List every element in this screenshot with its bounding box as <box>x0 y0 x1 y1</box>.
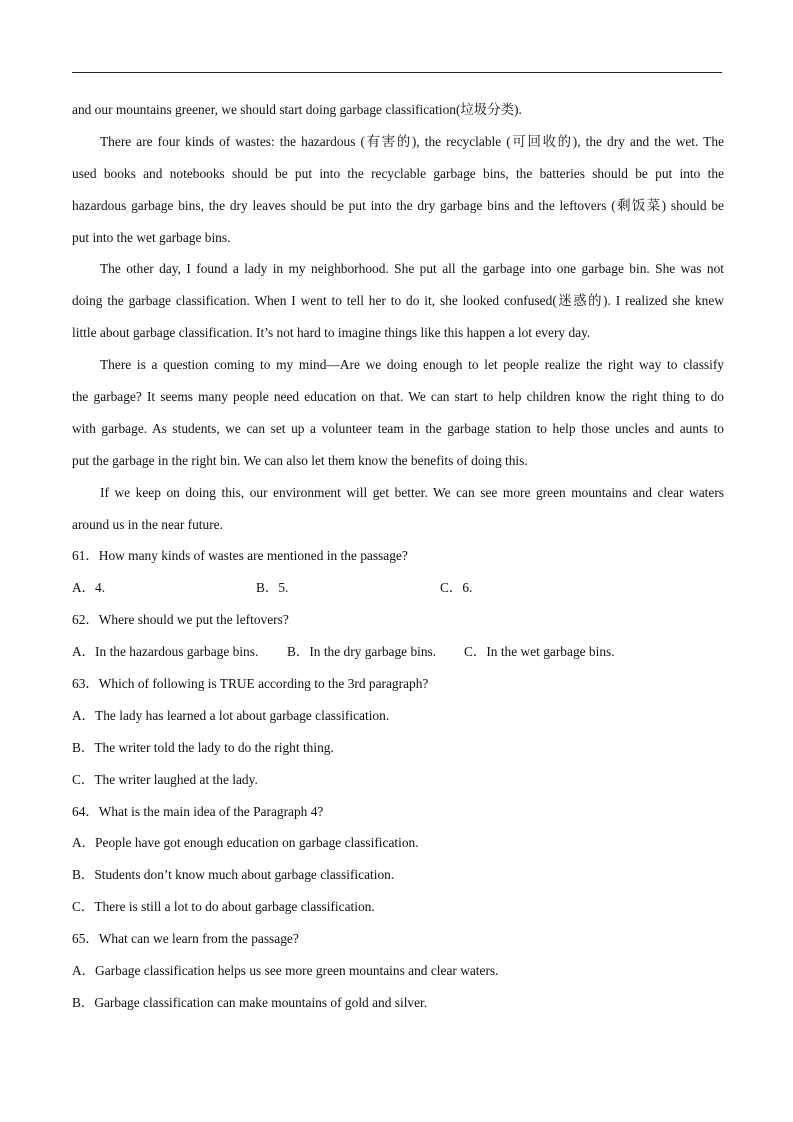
option-c: C．The writer laughed at the lady. <box>72 771 258 787</box>
option-b: B．Garbage classification can make mountains of gold and silver. <box>72 994 428 1010</box>
question-63-stem: 63．Which of following is TRUE according to the 3rd paragraph? <box>72 676 429 692</box>
option-b: B．The writer told the lady to do the right thing. <box>72 739 334 755</box>
passage-line: If we keep on doing this, our environment will get better. We can see more green mountains and clear waters <box>100 484 724 500</box>
question-61-options <box>72 572 724 604</box>
option-a: A．The lady has learned a lot about garbage classification. <box>72 707 390 723</box>
option-c: C．6. <box>440 580 473 596</box>
option-a: A．People have got enough education on garbage classification. <box>72 835 419 851</box>
question-62-stem: 62．Where should we put the leftovers? <box>72 612 289 628</box>
option-b: B．5. <box>256 580 289 596</box>
option-a: A．In the hazardous garbage bins. <box>72 644 259 660</box>
question-64-stem: 64．What is the main idea of the Paragraph 4? <box>72 803 324 819</box>
option-a: A．4. <box>72 580 106 596</box>
passage-line: around us in the near future. <box>72 516 223 532</box>
question-62-options <box>72 636 724 668</box>
passage-line: There is a question coming to my mind—Are we doing enough to let people realize the right way to classify <box>100 357 724 373</box>
option-b: B．In the dry garbage bins. <box>287 644 437 660</box>
passage-line: with garbage. As students, we can set up a volunteer team in the garbage station to help those uncles and aunts to <box>72 420 724 436</box>
passage-line: The other day, I found a lady in my neighborhood. She put all the garbage into one garbage bin. She was not <box>100 261 724 277</box>
passage-line: There are four kinds of wastes: the hazardous (有害的), the recyclable (可回收的), the dry and the wet. The <box>100 133 724 149</box>
question-65-stem: 65．What can we learn from the passage? <box>72 931 299 947</box>
passage-line: and our mountains greener, we should start doing garbage classification(垃圾分类). <box>72 102 522 117</box>
passage-line: used books and notebooks should be put into the recyclable garbage bins, the batteries should be put into the <box>72 165 724 181</box>
document-body <box>72 94 724 1019</box>
header-rule <box>72 72 722 73</box>
passage-line: hazardous garbage bins, the dry leaves should be put into the dry garbage bins and the leftovers (剩饭菜) should be <box>72 197 724 213</box>
option-c: C．There is still a lot to do about garbage classification. <box>72 899 375 915</box>
option-a: A．Garbage classification helps us see more green mountains and clear waters. <box>72 963 499 979</box>
option-c: C．In the wet garbage bins. <box>464 644 615 660</box>
passage-line: put the garbage in the right bin. We can also let them know the benefits of doing this. <box>72 452 528 468</box>
passage-line: the garbage? It seems many people need education on that. We can start to help children know the right thing to do <box>72 389 724 405</box>
option-b: B．Students don’t know much about garbage classification. <box>72 867 395 883</box>
passage-line: doing the garbage classification. When I went to tell her to do it, she looked confused(迷惑的). I realized she knew <box>72 293 724 309</box>
passage-line: put into the wet garbage bins. <box>72 229 231 245</box>
question-61-stem: 61．How many kinds of wastes are mentioned in the passage? <box>72 548 408 564</box>
passage-line: little about garbage classification. It’s not hard to imagine things like this happen a lot every day. <box>72 325 591 341</box>
